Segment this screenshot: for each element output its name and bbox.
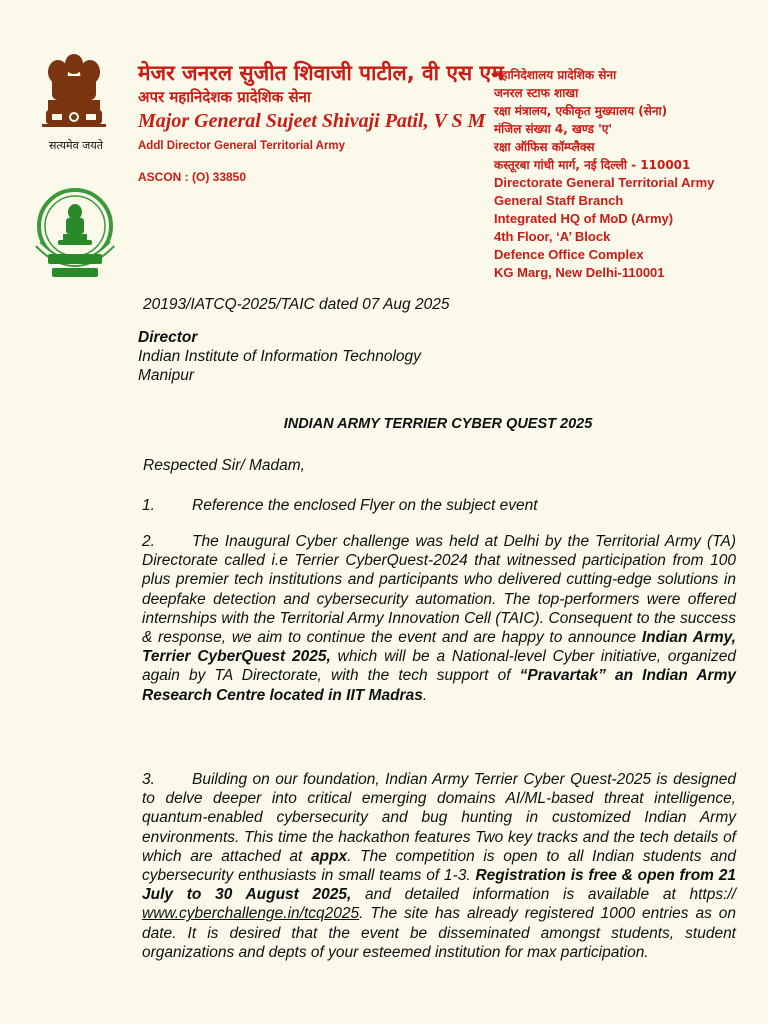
letter-subject: INDIAN ARMY TERRIER CYBER QUEST 2025: [283, 416, 593, 432]
addressee-designation: Director: [138, 329, 198, 346]
appendix-highlight: appx: [310, 847, 348, 865]
partner-highlight: “Pravartak” an Indian Army Research Centre located in IIT Madras: [142, 667, 736, 704]
address-hindi-line: रक्षा मंत्रालय, एकीकृत मुख्यालय (सेना): [494, 104, 668, 118]
territorial-army-seal-icon: [30, 182, 120, 288]
address-english-line: KG Marg, New Delhi-110001: [494, 265, 665, 280]
reference-number: 20193/IATCQ-2025/TAIC dated 07 Aug 2025: [143, 296, 450, 313]
office-address: [494, 66, 756, 282]
paragraph-number: 1.: [142, 497, 155, 514]
paragraph-text: . The site has already registered 1000 entries as on date. It is desired that the event be disseminated amongst students, student organizations and depts of your esteemed institution for max participation.: [142, 905, 736, 961]
paragraph-2: [142, 532, 736, 705]
paragraph-3: [142, 770, 736, 962]
paragraph-1: [142, 496, 736, 515]
address-english-line: Directorate General Territorial Army: [494, 175, 715, 190]
paragraph-text: Reference the enclosed Flyer on the subject event: [192, 497, 538, 514]
address-hindi-line: कस्तूरबा गांधी मार्ग, नई दिल्ली - 110001: [494, 158, 691, 172]
ascon-number: ASCON : (O) 33850: [138, 170, 247, 184]
emblem-motto: सत्यमेव जयते: [48, 139, 103, 152]
salutation: Respected Sir/ Madam,: [143, 457, 305, 474]
address-english-line: Integrated HQ of MoD (Army): [494, 211, 674, 226]
officer-block: [138, 60, 504, 184]
address-english-line: 4th Floor, ‘A’ Block: [494, 229, 611, 244]
addressee-place: Manipur: [138, 367, 194, 384]
paragraph-text: . The competition is open to all Indian students and cybersecurity enthusiasts in small teams of 1-3.: [142, 847, 736, 885]
paragraph-text: The Inaugural Cyber challenge was held at Delhi by the Territorial Army (TA) Directorate called i.e Terrier CyberQuest-2024 that witnessed participation from 100 plus premier tech institutions and participants who delivered cutting-edge solutions in deepfake detection and cybersecurity automation. The top-performers were offered internships with the Territorial Army Innovation Cell (TAIC). Consequent to the success & response, we aim to continue the event and are happy to announce: [142, 533, 736, 647]
officer-name-english: Major General Sujeet Shivaji Patil, V S M: [138, 110, 486, 132]
address-hindi-line: जनरल स्टाफ शाखा: [494, 86, 579, 100]
officer-name-hindi: मेजर जनरल सुजीत शिवाजी पाटील, वी एस एम: [138, 61, 504, 85]
paragraph-text: .: [422, 686, 428, 704]
paragraph-text: Building on our foundation, Indian Army Terrier Cyber Quest-2025 is designed to delve deeper into critical emerging domains AI/ML-based threat intelligence, quantum-enabled cybersecurity and bug hunting in customized Indian Army environments. This time the hackathon features Two key tracks and the tech details of which are attached at: [142, 771, 736, 865]
paragraph-text: which will be a National-level Cyber initiative, organized again by TA Directorate, with the tech support of: [142, 648, 736, 685]
paragraph-text: and detailed information is available at https://: [351, 886, 736, 904]
event-website-link[interactable]: www.cyberchallenge.in/tcq2025: [142, 905, 360, 923]
officer-title-english: Addl Director General Territorial Army: [138, 140, 346, 152]
addressee-institute: Indian Institute of Information Technology: [138, 348, 421, 365]
address-english-line: Defence Office Complex: [494, 247, 644, 262]
paragraph-number: 3.: [142, 771, 155, 788]
address-hindi-line: महानिदेशालय प्रादेशिक सेना: [494, 68, 617, 82]
address-hindi-line: मंजिल संख्या 4, खण्ड 'ए': [494, 122, 613, 136]
registration-highlight: Registration is free & open from 21 July to 30 August 2025,: [142, 867, 736, 904]
event-name-highlight: Indian Army, Terrier CyberQuest 2025,: [142, 629, 736, 666]
paragraph-number: 2.: [142, 533, 155, 550]
address-hindi-line: रक्षा ऑफिस कॉम्प्लैक्स: [494, 140, 595, 154]
officer-title-hindi: अपर महानिदेशक प्रादेशिक सेना: [138, 88, 311, 106]
national-emblem-icon: [38, 42, 110, 152]
addressee-block: [138, 328, 421, 385]
address-english-line: General Staff Branch: [494, 193, 624, 208]
